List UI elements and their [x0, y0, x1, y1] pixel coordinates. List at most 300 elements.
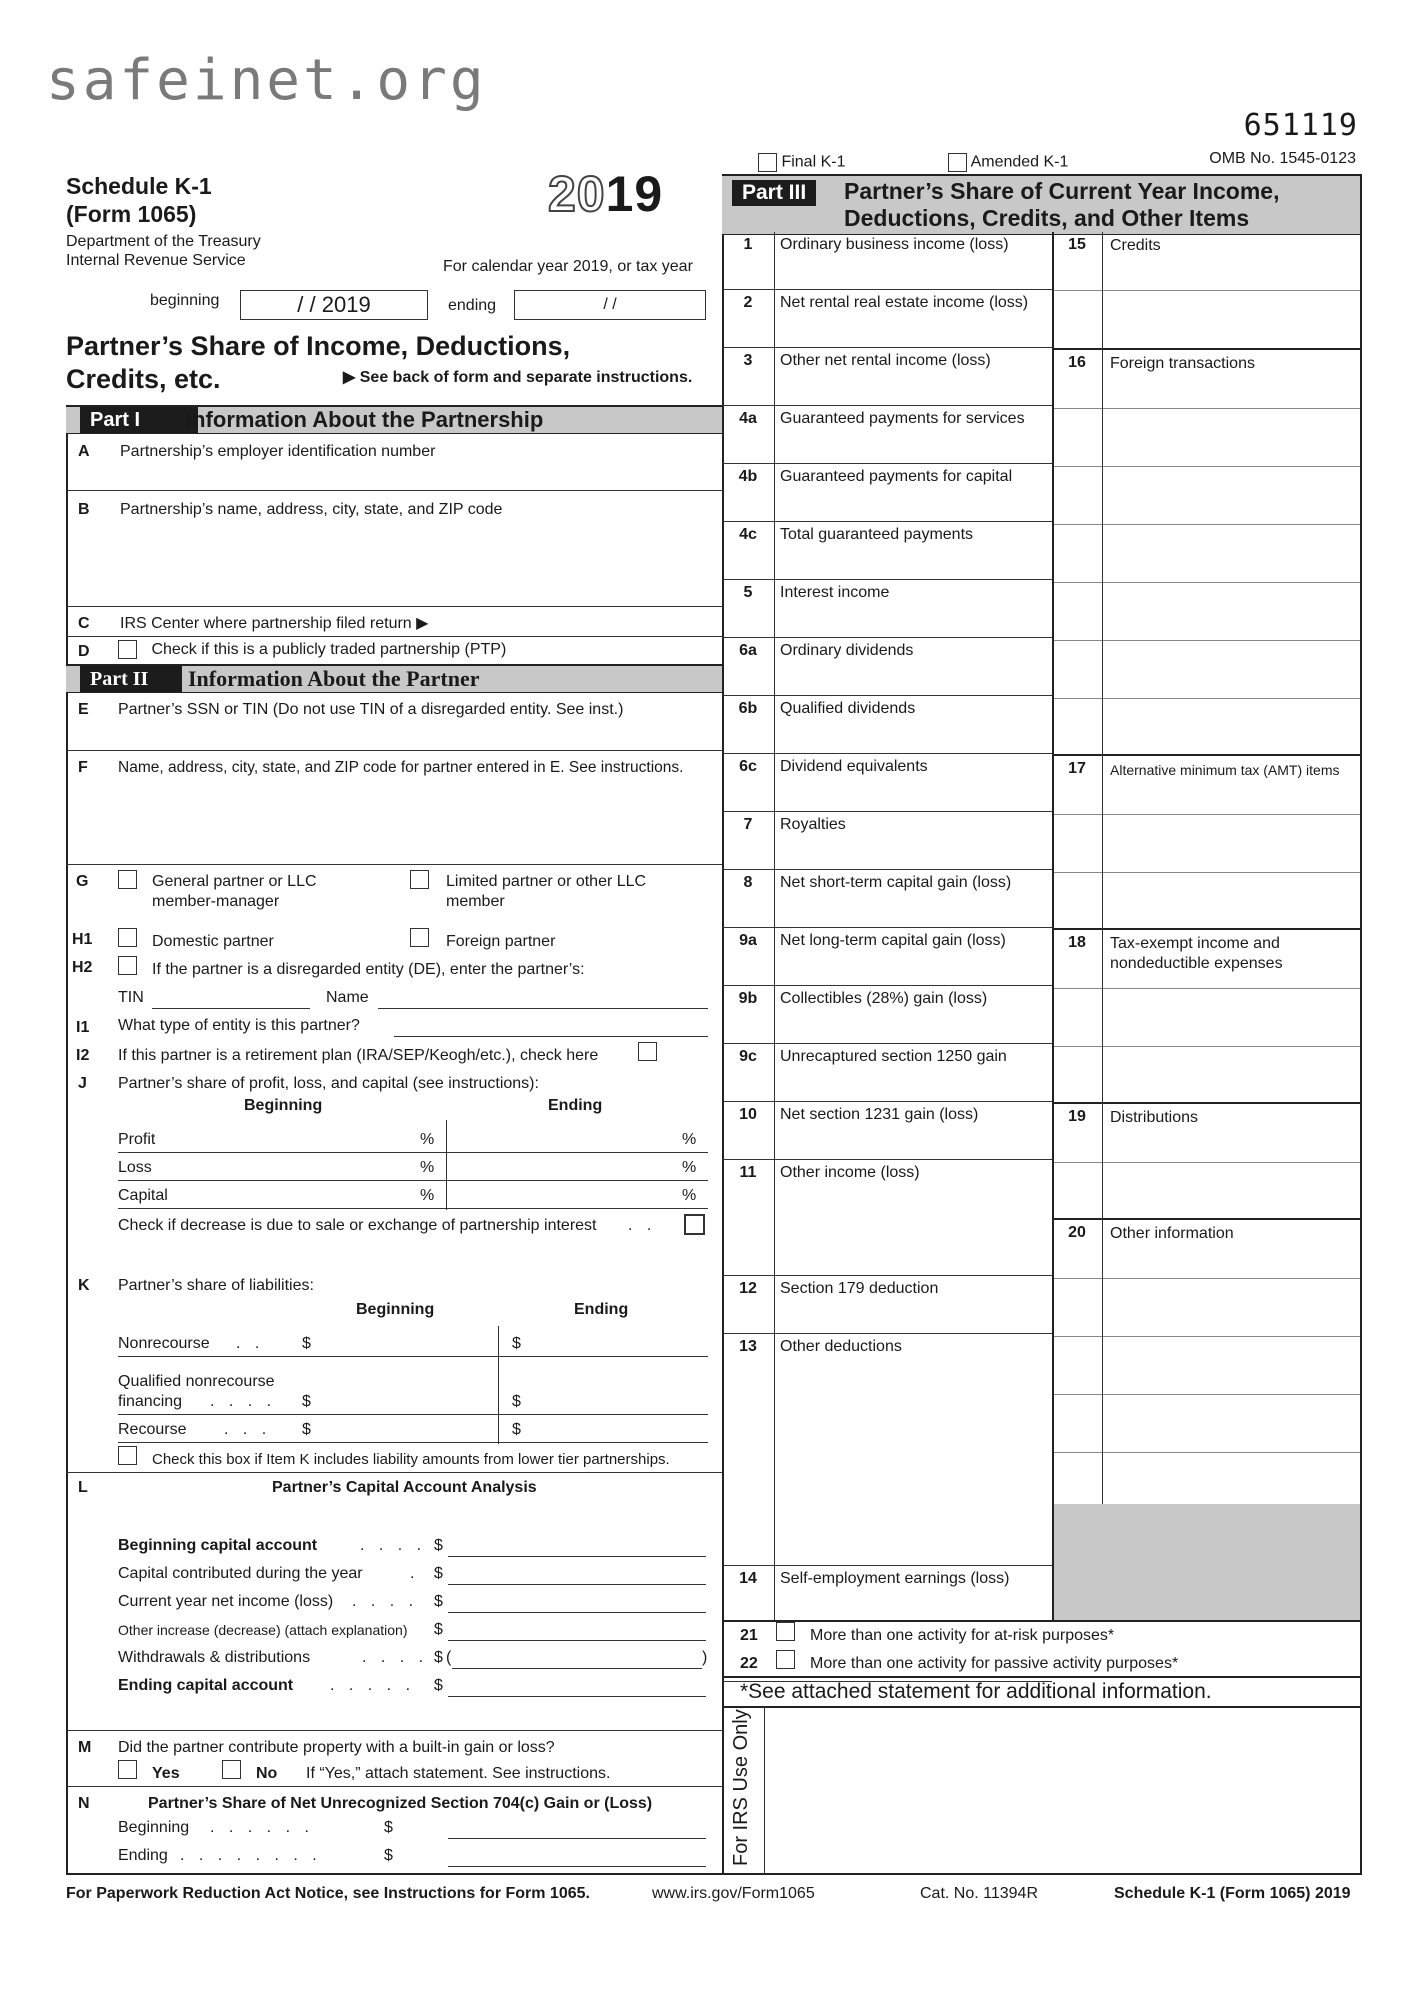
dollar-sign: $: [384, 1819, 393, 1836]
line21-number: 21: [740, 1627, 758, 1644]
line-16-entry-field[interactable]: [1106, 410, 1356, 464]
part2-header: [66, 664, 722, 693]
line-16-cell-divider: [1052, 640, 1360, 641]
line-3-field[interactable]: [776, 372, 1048, 402]
right-border: [1360, 174, 1362, 1874]
line-16-entry-field[interactable]: [1106, 526, 1356, 580]
line-20-number: 20: [1068, 1224, 1086, 1241]
line-17-entry-field[interactable]: [1106, 780, 1356, 812]
divider: [118, 1180, 708, 1181]
line-4a-label: Guaranteed payments for services: [780, 410, 1025, 427]
line-9c: [722, 1044, 1052, 1102]
dot-leader: . . . .: [360, 1537, 427, 1554]
line-20-cell-divider: [1052, 1394, 1360, 1395]
line-10-label: Net section 1231 gain (loss): [780, 1106, 979, 1123]
line-16-cell-divider: [1052, 582, 1360, 583]
divider: [722, 1676, 1360, 1678]
limited-partner-checkbox[interactable]: [410, 870, 429, 889]
line-6b-field[interactable]: [776, 720, 1048, 750]
item-n-letter: N: [78, 1795, 90, 1812]
retirement-plan-checkbox[interactable]: [638, 1042, 657, 1061]
part3-title: [844, 178, 1279, 232]
dot-leader: . . . .: [210, 1393, 277, 1410]
ein-field[interactable]: [120, 462, 720, 488]
item-b-letter: B: [78, 501, 90, 518]
part3-num-col-left: [774, 232, 775, 1620]
line-4a-field[interactable]: [776, 430, 1048, 460]
department: [66, 232, 261, 270]
line-20-entry-field[interactable]: [1106, 1244, 1356, 1276]
k-nonrecourse-label: Nonrecourse: [118, 1335, 210, 1352]
line-16-entry-field[interactable]: [1106, 374, 1356, 406]
left-border: [66, 405, 68, 1875]
withdrawals-field[interactable]: [452, 1650, 702, 1669]
partnership-address-field[interactable]: [120, 522, 720, 602]
line21-text: More than one activity for at-risk purposes*: [810, 1627, 1115, 1644]
line-16-cell-divider: [1052, 524, 1360, 525]
part1-title: Information About the Partnership: [186, 407, 544, 432]
item-h1-letter: H1: [72, 931, 93, 948]
l-row-net-income: Current year net income (loss): [118, 1593, 334, 1610]
line-13-label: Other deductions: [780, 1338, 902, 1355]
limited-partner-label: [446, 872, 646, 912]
item-g-letter: G: [76, 873, 89, 890]
dollar-sign: $: [434, 1565, 443, 1582]
part3-title-line2: Deductions, Credits, and Other Items: [844, 205, 1250, 231]
line-4c: [722, 522, 1052, 580]
line-20-label: Other information: [1110, 1225, 1234, 1242]
line-6b-number: 6b: [738, 700, 758, 717]
dollar-sign: $: [302, 1335, 311, 1352]
h2-tin-field[interactable]: [152, 990, 310, 1009]
entity-type-field[interactable]: [394, 1018, 708, 1037]
j-ending-header: Ending: [548, 1097, 603, 1114]
form-name: (Form 1065): [66, 201, 197, 227]
line-4a-number: 4a: [739, 410, 757, 427]
line-16-entry-field[interactable]: [1106, 642, 1356, 696]
divider: [66, 1786, 722, 1787]
line-18-cell-divider: [1052, 1046, 1360, 1047]
general-partner-line2: member-manager: [152, 893, 280, 910]
part1-label: Part I: [80, 407, 198, 433]
line-15: [1052, 232, 1360, 348]
line-4a: [722, 406, 1052, 464]
item-h2-text: If the partner is a disregarded entity (DE), enter the partner’s:: [152, 961, 585, 978]
m-yes-checkbox[interactable]: [118, 1760, 137, 1779]
item-h2-letter: H2: [72, 959, 93, 976]
line-1-field[interactable]: [776, 256, 1048, 286]
tax-year-range: [150, 292, 219, 310]
dollar-sign: $: [434, 1621, 443, 1638]
year-outline: 20: [548, 166, 606, 222]
foreign-partner-label: Foreign partner: [446, 933, 556, 950]
item-f-letter: F: [78, 759, 88, 776]
line-9b-number: 9b: [738, 990, 758, 1007]
line-12-label: Section 179 deduction: [780, 1280, 939, 1297]
j-decrease-text: Check if decrease is due to sale or exchange of partnership interest: [118, 1217, 597, 1234]
divider: [66, 636, 722, 637]
line-6a: [722, 638, 1052, 696]
l-row-ending: Ending capital account: [118, 1677, 294, 1694]
ending-capital-field[interactable]: [448, 1678, 706, 1697]
amended-k1-checkbox[interactable]: [948, 153, 967, 172]
m-no-label: No: [256, 1765, 278, 1782]
line-11-field[interactable]: [776, 1184, 1048, 1272]
dept-line-1: Department of the Treasury: [66, 233, 261, 250]
pct-sign: %: [420, 1131, 435, 1148]
line-2-label: Net rental real estate income (loss): [780, 294, 1029, 311]
line-11-number: 11: [739, 1164, 757, 1181]
line-10: [722, 1102, 1052, 1160]
line-16-cell-divider: [1052, 466, 1360, 467]
line-13-number: 13: [739, 1338, 757, 1355]
pct-sign: %: [682, 1187, 697, 1204]
line-5: [722, 580, 1052, 638]
h2-name-label: Name: [326, 989, 369, 1006]
line-16-cell-divider: [1052, 408, 1360, 409]
dot-leader: . .: [236, 1335, 265, 1352]
final-k1-checkbox[interactable]: [758, 153, 777, 172]
line-12-field[interactable]: [776, 1300, 1048, 1330]
divider: [66, 1730, 722, 1731]
line-8-label: Net short-term capital gain (loss): [780, 874, 1012, 891]
j-decrease-checkbox[interactable]: [684, 1214, 705, 1235]
line-17-cell-divider: [1052, 814, 1360, 815]
item-e-letter: E: [78, 701, 89, 718]
line-15-cell-divider: [1052, 290, 1360, 291]
line-4c-field[interactable]: [776, 546, 1048, 576]
line-13-field[interactable]: [776, 1358, 1048, 1562]
line-8-number: 8: [743, 874, 753, 891]
divider: [66, 864, 722, 865]
dollar-sign: $: [384, 1847, 393, 1864]
see-back-note: ▶ See back of form and separate instructions.: [343, 369, 693, 386]
divider: [66, 490, 722, 491]
h2-name-field[interactable]: [378, 990, 708, 1009]
j-profit-label: Profit: [118, 1131, 156, 1148]
line-12-number: 12: [739, 1280, 757, 1297]
n-title: Partner’s Share of Net Unrecognized Section 704(c) Gain or (Loss): [148, 1795, 653, 1812]
irs-use-divider: [764, 1706, 765, 1874]
line-20-entry-field[interactable]: [1106, 1338, 1356, 1392]
line-1-number: 1: [743, 236, 753, 253]
footer-url[interactable]: www.irs.gov/Form1065: [652, 1885, 815, 1902]
line-12: [722, 1276, 1052, 1334]
line21-checkbox[interactable]: [776, 1622, 795, 1641]
n-ending-field[interactable]: [448, 1848, 706, 1867]
other-increase-field[interactable]: [448, 1622, 706, 1641]
line-9c-number: 9c: [739, 1048, 757, 1065]
line-1-label: Ordinary business income (loss): [780, 236, 1009, 253]
line-6c-field[interactable]: [776, 778, 1048, 808]
divider: [118, 1356, 708, 1357]
line-4c-number: 4c: [739, 526, 757, 543]
line-18-entry-field[interactable]: [1106, 1048, 1356, 1102]
line-16-entry-field[interactable]: [1106, 468, 1356, 522]
l-row-contributed: Capital contributed during the year: [118, 1565, 363, 1582]
line-17-number: 17: [1068, 760, 1086, 777]
item-l-letter: L: [78, 1479, 88, 1496]
line-18-cell-divider: [1052, 988, 1360, 989]
divider: [118, 1152, 708, 1153]
line-13: [722, 1334, 1052, 1566]
line-15-entry-field[interactable]: [1106, 256, 1356, 288]
item-c-letter: C: [78, 615, 90, 632]
amended-k1[interactable]: [948, 153, 1068, 172]
line-19: [1052, 1102, 1360, 1218]
line-18-entry-field[interactable]: [1106, 990, 1356, 1044]
lower-tier-checkbox[interactable]: [118, 1446, 137, 1465]
line-2: [722, 290, 1052, 348]
dollar-sign: $: [512, 1393, 521, 1410]
k-beginning-header: Beginning: [356, 1301, 435, 1318]
line-18-entry-field[interactable]: [1106, 954, 1356, 986]
item-i1-text: What type of entity is this partner?: [118, 1017, 360, 1034]
partner-tin-field[interactable]: [118, 722, 718, 748]
item-i1-letter: I1: [76, 1019, 90, 1036]
line-14-number: 14: [739, 1570, 757, 1587]
item-i2-text: If this partner is a retirement plan (IRA/SEP/Keogh/etc.), check here: [118, 1047, 599, 1064]
line22-text: More than one activity for passive activity purposes*: [810, 1655, 1179, 1672]
divider: [722, 1620, 1360, 1622]
beginning-date-field[interactable]: / / 2019: [240, 290, 428, 320]
line-1: [722, 232, 1052, 290]
paren-open: (: [446, 1649, 452, 1666]
line-5-field[interactable]: [776, 604, 1048, 634]
item-j-letter: J: [78, 1075, 87, 1092]
k-recourse-label: Recourse: [118, 1421, 187, 1438]
line-6a-label: Ordinary dividends: [780, 642, 914, 659]
partner-address-field[interactable]: [118, 782, 718, 860]
line-15-label: Credits: [1110, 237, 1161, 254]
line-18-label-2: nondeductible expenses: [1110, 955, 1283, 972]
line-17-label: Alternative minimum tax (AMT) items: [1110, 762, 1340, 778]
dot-leader: .: [410, 1565, 420, 1582]
line-20-cell-divider: [1052, 1452, 1360, 1453]
dot-leader: . . . . . . . .: [180, 1847, 322, 1864]
disregarded-entity-checkbox[interactable]: [118, 956, 137, 975]
j-capital-label: Capital: [118, 1187, 168, 1204]
line-3: [722, 348, 1052, 406]
dot-leader: . . . .: [352, 1593, 419, 1610]
part3-title-line1: Partner’s Share of Current Year Income,: [844, 178, 1280, 204]
line-9a-field[interactable]: [776, 952, 1048, 982]
line-18-number: 18: [1068, 934, 1086, 951]
line-2-number: 2: [743, 294, 753, 311]
final-k1-label: Final K-1: [781, 153, 846, 171]
line-20-cell-divider: [1052, 1336, 1360, 1337]
net-income-field[interactable]: [448, 1594, 706, 1613]
line-3-label: Other net rental income (loss): [780, 352, 991, 369]
l-row-other: Other increase (decrease) (attach explanation): [118, 1622, 408, 1638]
shaded-area: [1054, 1504, 1360, 1620]
dollar-sign: $: [434, 1537, 443, 1554]
line-9a: [722, 928, 1052, 986]
limited-partner-line1: Limited partner or other LLC: [446, 873, 647, 890]
bottom-border: [66, 1873, 1362, 1875]
n-beginning-field[interactable]: [448, 1820, 706, 1839]
general-partner-label: [152, 872, 317, 912]
line22-number: 22: [740, 1655, 758, 1672]
dot-leader: . . . .: [362, 1649, 429, 1666]
item-i2-letter: I2: [76, 1047, 90, 1064]
line-16-entry-field[interactable]: [1106, 584, 1356, 638]
line-4b-number: 4b: [738, 468, 758, 485]
line-17-cell-divider: [1052, 872, 1360, 873]
line-4b-field[interactable]: [776, 488, 1048, 518]
item-c-text: IRS Center where partnership filed return ▶: [120, 615, 429, 632]
item-d-letter: D: [78, 643, 90, 660]
form-code: 651119: [1243, 108, 1358, 143]
line-9b-field[interactable]: [776, 1010, 1048, 1040]
divider: [66, 606, 722, 607]
item-k-text: Partner’s share of liabilities:: [118, 1277, 314, 1294]
limited-partner-line2: member: [446, 893, 505, 910]
line-16-label: Foreign transactions: [1110, 355, 1255, 372]
main-title-line-2: Credits, etc.: [66, 364, 221, 394]
main-title-line-1: Partner’s Share of Income, Deductions,: [66, 331, 571, 361]
m-yes-label: Yes: [152, 1765, 180, 1782]
footer-cat: Cat. No. 11394R: [920, 1885, 1038, 1902]
item-f-text: Name, address, city, state, and ZIP code for partner entered in E. See instructions.: [118, 759, 684, 776]
line-15-number: 15: [1068, 236, 1086, 253]
line-7: [722, 812, 1052, 870]
line-2-field[interactable]: [776, 314, 1048, 344]
line-20-entry-field[interactable]: [1106, 1454, 1356, 1508]
line-17-entry-field[interactable]: [1106, 874, 1356, 928]
line-19-entry-field[interactable]: [1106, 1164, 1356, 1218]
line-5-number: 5: [743, 584, 753, 601]
item-m-letter: M: [78, 1739, 92, 1756]
ending-date-field[interactable]: / /: [514, 290, 706, 320]
line-10-number: 10: [739, 1106, 757, 1123]
dot-leader: . . . . . .: [210, 1819, 314, 1836]
see-attached-note: *See attached statement for additional information.: [740, 1680, 1212, 1703]
divider: [118, 1442, 708, 1443]
final-k1[interactable]: [758, 153, 845, 172]
line-19-entry-field[interactable]: [1106, 1128, 1356, 1160]
divider: [118, 1414, 708, 1415]
domestic-partner-checkbox[interactable]: [118, 928, 137, 947]
line-20-entry-field[interactable]: [1106, 1396, 1356, 1450]
line-9b-label: Collectibles (28%) gain (loss): [780, 990, 988, 1007]
line-19-cell-divider: [1052, 1162, 1360, 1163]
omb-number: OMB No. 1545-0123: [1209, 150, 1356, 167]
line-6c: [722, 754, 1052, 812]
line-17-entry-field[interactable]: [1106, 816, 1356, 870]
irs-use-label-container: [722, 1706, 762, 1874]
m-no-checkbox[interactable]: [222, 1760, 241, 1779]
j-beginning-header: Beginning: [244, 1097, 323, 1114]
item-m-text: Did the partner contribute property with a built-in gain or loss?: [118, 1739, 555, 1756]
line-9a-number: 9a: [739, 932, 757, 949]
line22-checkbox[interactable]: [776, 1650, 795, 1669]
part2-title: Information About the Partner: [188, 666, 480, 691]
part3-num-col-right: [1102, 232, 1103, 1504]
l-row-withdrawals: Withdrawals & distributions: [118, 1649, 311, 1666]
divider: [118, 1208, 708, 1209]
lower-tier-text: Check this box if Item K includes liability amounts from lower tier partnerships.: [152, 1451, 670, 1468]
pct-sign: %: [420, 1159, 435, 1176]
line-9c-field[interactable]: [776, 1068, 1048, 1098]
line-6a-field[interactable]: [776, 662, 1048, 692]
line-20: [1052, 1218, 1360, 1504]
line-11: [722, 1160, 1052, 1276]
ending-label: ending: [448, 297, 497, 314]
beginning-capital-field[interactable]: [448, 1538, 706, 1557]
line-17: [1052, 754, 1360, 928]
line-4c-label: Total guaranteed payments: [780, 526, 974, 543]
part3-right-lines: [1052, 232, 1360, 1620]
line-7-label: Royalties: [780, 816, 846, 833]
line-16-number: 16: [1068, 354, 1086, 371]
l-row-beginning: Beginning capital account: [118, 1537, 318, 1554]
line-19-number: 19: [1068, 1108, 1086, 1125]
line-7-number: 7: [743, 816, 753, 833]
foreign-partner-checkbox[interactable]: [410, 928, 429, 947]
line-15-entry-field[interactable]: [1106, 292, 1356, 346]
dollar-sign: $: [302, 1393, 311, 1410]
dot-leader: . .: [628, 1217, 657, 1234]
dollar-sign: $: [434, 1593, 443, 1610]
k-ending-header: Ending: [574, 1301, 629, 1318]
beginning-label: beginning: [150, 292, 220, 309]
line-7-field[interactable]: [776, 836, 1048, 866]
dollar-sign: $: [434, 1649, 443, 1666]
part2-label: Part II: [80, 666, 182, 692]
dot-leader: . . .: [224, 1421, 272, 1438]
line-8: [722, 870, 1052, 928]
line-20-entry-field[interactable]: [1106, 1280, 1356, 1334]
line-16: [1052, 348, 1360, 754]
line-6a-number: 6a: [739, 642, 757, 659]
dollar-sign: $: [434, 1677, 443, 1694]
line-9b: [722, 986, 1052, 1044]
general-partner-checkbox[interactable]: [118, 870, 137, 889]
part3-mid-divider: [1052, 232, 1054, 1620]
line-6b: [722, 696, 1052, 754]
item-k-letter: K: [78, 1277, 90, 1294]
n-ending-label: Ending: [118, 1847, 168, 1864]
line-6b-label: Qualified dividends: [780, 700, 916, 717]
l-title: Partner’s Capital Account Analysis: [272, 1479, 537, 1496]
line-20-cell-divider: [1052, 1278, 1360, 1279]
j-column-divider: [446, 1120, 447, 1210]
line-4b: [722, 464, 1052, 522]
line-18-label: Tax-exempt income and nondeductible expenses: [1110, 935, 1283, 972]
divider: [66, 1472, 722, 1473]
irs-use-label: For IRS Use Only: [730, 1709, 752, 1866]
line-10-field[interactable]: [776, 1126, 1048, 1156]
line-8-field[interactable]: [776, 894, 1048, 924]
item-a-letter: A: [78, 443, 90, 460]
watermark: safeinet.org: [46, 48, 487, 113]
m-note: If “Yes,” attach statement. See instructions.: [306, 1765, 611, 1782]
footer-form: Schedule K-1 (Form 1065) 2019: [1114, 1885, 1351, 1902]
line-6c-number: 6c: [739, 758, 757, 775]
item-d[interactable]: [118, 640, 506, 660]
part1-header: [66, 405, 722, 434]
dept-line-2: Internal Revenue Service: [66, 252, 246, 269]
line-16-entry-field[interactable]: [1106, 700, 1356, 754]
ptp-checkbox[interactable]: [118, 640, 137, 659]
line-18: [1052, 928, 1360, 1102]
n-beginning-label: Beginning: [118, 1819, 190, 1836]
item-d-text: Check if this is a publicly traded partnership (PTP): [151, 641, 507, 658]
capital-contributed-field[interactable]: [448, 1566, 706, 1585]
form-title: [66, 172, 212, 228]
schedule-name: Schedule K-1: [66, 173, 212, 199]
